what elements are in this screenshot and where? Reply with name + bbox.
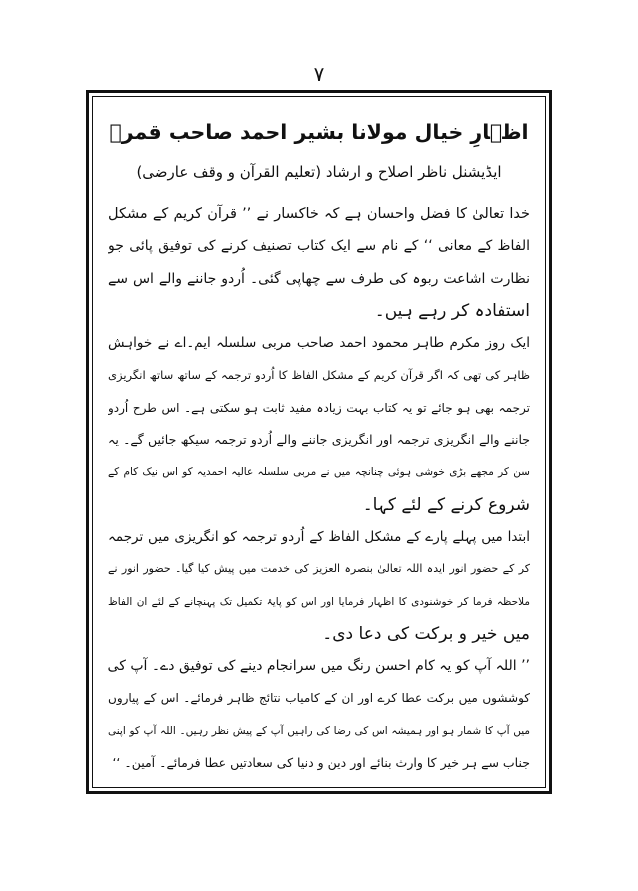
paragraph-line: الفاظ کے معانی ‘‘ کے نام سے ایک کتاب تصنیف کرنے کی توفیق پائی جو	[108, 238, 530, 255]
article-title: اظہارِ خیال مولانا بشیر احمد صاحب قمرؔ	[109, 120, 529, 144]
paragraph-3	[108, 521, 530, 650]
paragraph-line: جاننے والے انگریزی ترجمہ اور انگریزی جاننے والے اُردو ترجمہ سیکھ جائیں گے۔ یہ	[108, 432, 530, 448]
paragraph-line: میں آپ کا شمار ہو اور ہمیشہ اس کی رضا کی راہیں آپ کے پیش نظر رہیں۔ اللہ آپ کو اپنی	[108, 724, 530, 737]
paragraph-2	[108, 327, 530, 521]
paragraph-line: میں خیر و برکت کی دعا دی۔	[322, 623, 530, 644]
paragraph-line: کر کے حضور انور ایدہ اللہ تعالیٰ بنصرہ العزیز کی خدمت میں پیش کیا گیا۔ حضور انور نے	[108, 562, 530, 576]
article-subtitle: ایڈیشنل ناظر اصلاح و ارشاد (تعلیم القرآن و وقف عارضی)	[136, 163, 502, 181]
page-number: ۷	[313, 62, 325, 86]
paragraph-line: ملاحظہ فرما کر خوشنودی کا اظہار فرمایا اور اس کو پایۂ تکمیل تک پہنچانے کے لئے ان الفاظ	[108, 595, 530, 608]
paragraph-4-quote	[108, 650, 530, 779]
paragraph-line: سن کر مجھے بڑی خوشی ہوئی چنانچہ میں نے مربی سلسلہ عالیہ احمدیہ کو اس نیک کام کے	[108, 466, 530, 479]
paragraph-line: ترجمہ بھی ہو جائے تو یہ کتاب بہت زیادہ مفید ثابت ہو سکتی ہے۔ اس طرح اُردو	[108, 400, 530, 415]
paragraph-line: خدا تعالیٰ کا فضل واحسان ہے کہ خاکسار نے ’’ قرآن کریم کے مشکل	[108, 206, 530, 222]
paragraph-line: کوششوں میں برکت عطا کرے اور ان کے کامیاب نتائج ظاہر فرمائے۔ اس کے پیاروں	[108, 691, 530, 706]
paragraph-1	[108, 198, 530, 327]
paragraph-line: ایک روز مکرم طاہر محمود احمد صاحب مربی سلسلہ ایم۔اے نے خواہش	[108, 335, 530, 352]
paragraph-line: ظاہر کی تھی کہ اگر قرآن کریم کے مشکل الفاظ کا اُردو ترجمہ کے ساتھ ساتھ انگریزی	[108, 368, 530, 383]
paragraph-line: نظارت اشاعت ربوہ کی طرف سے چھاپی گئی۔ اُردو جاننے والے اس سے	[108, 270, 530, 287]
paragraph-line: ’’ اللہ آپ کو یہ کام احسن رنگ میں سرانجام دینے کی توفیق دے۔ آپ کی	[108, 658, 530, 675]
paragraph-line: ابتدا میں پہلے پارے کے مشکل الفاظ کے اُردو ترجمہ کو انگریزی میں ترجمہ	[108, 528, 530, 545]
paragraph-line: جناب سے ہر خیر کا وارث بنائے اور دین و دنیا کی سعادتیں عطا فرمائے۔ آمین۔ ‘‘	[112, 755, 530, 771]
paragraph-line: شروع کرنے کے لئے کہا۔	[362, 494, 530, 515]
paragraph-line: استفادہ کر رہے ہیں۔	[374, 300, 530, 321]
article-content	[108, 104, 530, 779]
